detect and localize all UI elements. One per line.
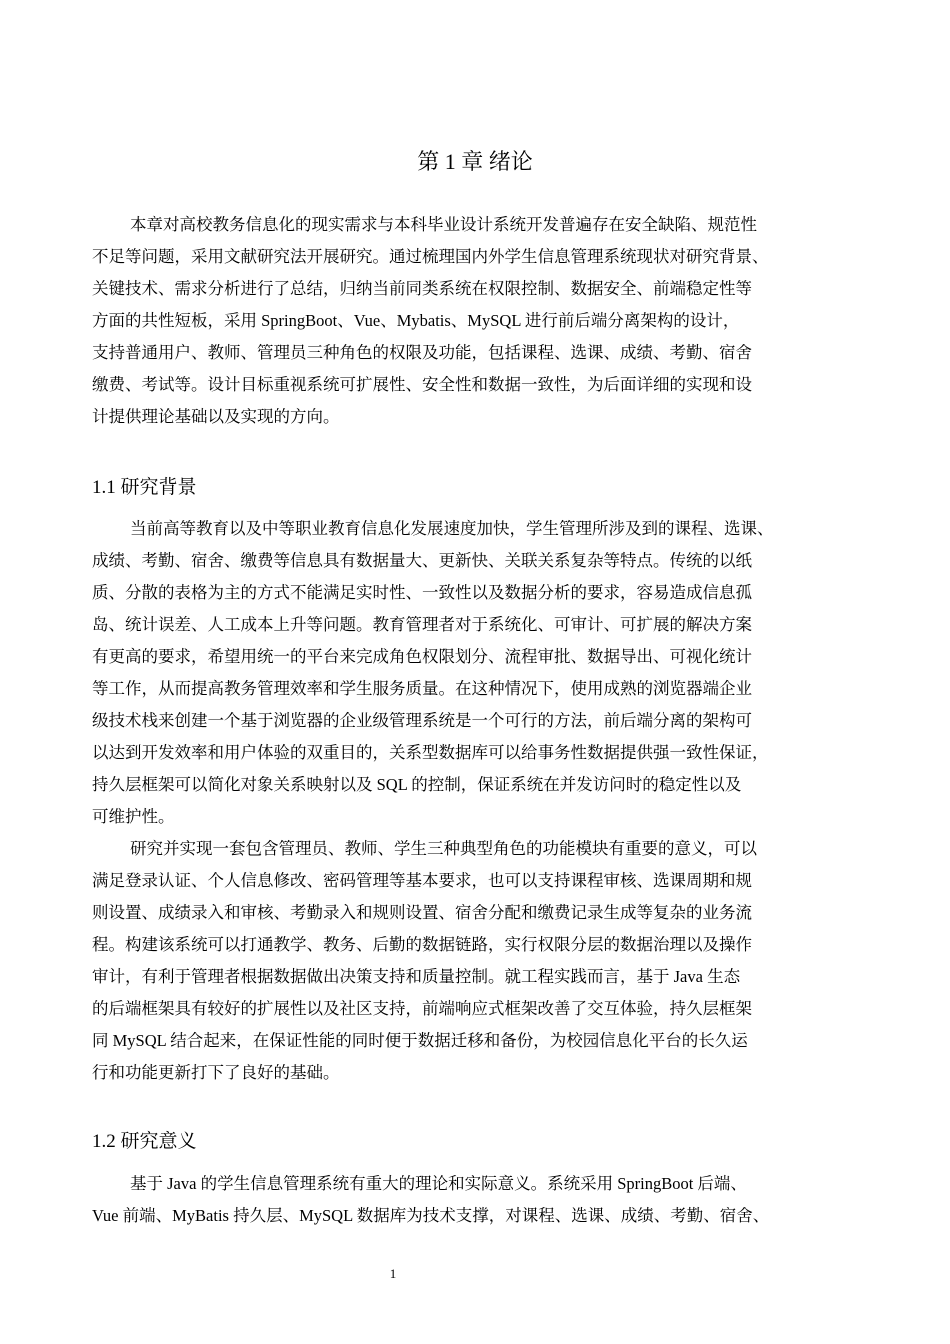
text-line: 满足登录认证、个人信息修改、密码管理等基本要求，也可以支持课程审核、选课周期和规 bbox=[92, 871, 752, 890]
text-line: 本章对高校教务信息化的现实需求与本科毕业设计系统开发普遍存在安全缺陷、规范性 bbox=[130, 215, 757, 234]
text-line: 缴费、考试等。设计目标重视系统可扩展性、安全性和数据一致性，为后面详细的实现和设 bbox=[92, 375, 752, 394]
significance-paragraph bbox=[92, 1168, 872, 1232]
background-paragraph-2 bbox=[92, 833, 872, 1089]
text-line: 研究并实现一套包含管理员、教师、学生三种典型角色的功能模块有重要的意义，可以 bbox=[130, 839, 757, 858]
page-number: 1 bbox=[389, 1266, 397, 1281]
text-line: 以达到开发效率和用户体验的双重目的，关系型数据库可以给事务性数据提供强一致性保证， bbox=[92, 743, 769, 762]
text-line: 则设置、成绩录入和审核、考勤录入和规则设置、宿舍分配和缴费记录生成等复杂的业务流 bbox=[92, 903, 752, 922]
text-line: Vue 前端、MyBatis 持久层、MySQL 数据库为技术支撑，对课程、选课、成绩、考勤、宿舍、 bbox=[92, 1206, 770, 1225]
text-line: 可维护性。 bbox=[92, 807, 175, 826]
chapter-title: 第 1 章 绪论 bbox=[417, 149, 533, 174]
text-line: 方面的共性短板，采用 SpringBoot、Vue、Mybatis、MySQL 进行前后端分离架构的设计， bbox=[92, 311, 740, 330]
section-heading-1-2: 1.2 研究意义 bbox=[92, 1131, 197, 1152]
text-line: 级技术栈来创建一个基于浏览器的企业级管理系统是一个可行的方法，前后端分离的架构可 bbox=[92, 711, 752, 730]
text-line: 审计，有利于管理者根据数据做出决策支持和质量控制。就工程实践而言，基于 Java 生态 bbox=[92, 967, 741, 986]
section-heading-1-1: 1.1 研究背景 bbox=[92, 477, 197, 498]
text-line: 成绩、考勤、宿舍、缴费等信息具有数据量大、更新快、关联关系复杂等特点。传统的以纸 bbox=[92, 551, 752, 570]
text-line: 持久层框架可以简化对象关系映射以及 SQL 的控制，保证系统在并发访问时的稳定性以及 bbox=[92, 775, 742, 794]
intro-paragraph bbox=[92, 209, 872, 433]
text-line: 同 MySQL 结合起来，在保证性能的同时便于数据迁移和备份，为校园信息化平台的长久运 bbox=[92, 1031, 748, 1050]
text-line: 有更高的要求，希望用统一的平台来完成角色权限划分、流程审批、数据导出、可视化统计 bbox=[92, 647, 752, 666]
background-paragraph-1 bbox=[92, 513, 872, 833]
text-line: 当前高等教育以及中等职业教育信息化发展速度加快，学生管理所涉及到的课程、选课、 bbox=[130, 519, 774, 538]
text-line: 质、分散的表格为主的方式不能满足实时性、一致性以及数据分析的要求，容易造成信息孤 bbox=[92, 583, 752, 602]
text-line: 计提供理论基础以及实现的方向。 bbox=[92, 407, 340, 426]
text-line: 程。构建该系统可以打通教学、教务、后勤的数据链路，实行权限分层的数据治理以及操作 bbox=[92, 935, 752, 954]
text-line: 不足等问题，采用文献研究法开展研究。通过梳理国内外学生信息管理系统现状对研究背景、 bbox=[92, 247, 769, 266]
text-line: 支持普通用户、教师、管理员三种角色的权限及功能，包括课程、选课、成绩、考勤、宿舍 bbox=[92, 343, 752, 362]
text-line: 基于 Java 的学生信息管理系统有重大的理论和实际意义。系统采用 SpringBoot 后端、 bbox=[130, 1174, 747, 1193]
text-line: 行和功能更新打下了良好的基础。 bbox=[92, 1063, 340, 1082]
text-line: 关键技术、需求分析进行了总结，归纳当前同类系统在权限控制、数据安全、前端稳定性等 bbox=[92, 279, 752, 298]
text-line: 的后端框架具有较好的扩展性以及社区支持，前端响应式框架改善了交互体验，持久层框架 bbox=[92, 999, 752, 1018]
text-line: 岛、统计误差、人工成本上升等问题。教育管理者对于系统化、可审计、可扩展的解决方案 bbox=[92, 615, 752, 634]
text-line: 等工作，从而提高教务管理效率和学生服务质量。在这种情况下，使用成熟的浏览器端企业 bbox=[92, 679, 752, 698]
